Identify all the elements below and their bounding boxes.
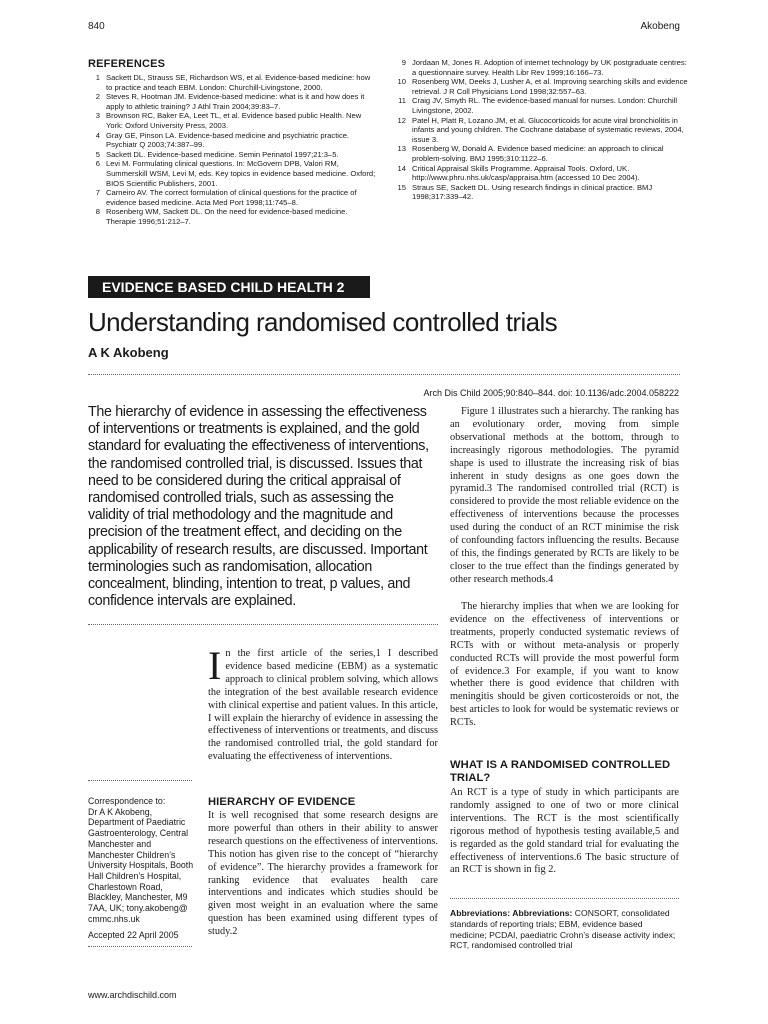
reference-item xyxy=(86,150,376,160)
references-left-column xyxy=(86,73,376,227)
reference-number: 7 xyxy=(95,188,100,198)
reference-text: Critical Appraisal Skills Programme. Appraisal Tools. Oxford, UK. http://www.phru.nhs.uk/casp/appraisa.htm (accessed 10 Dec 2004). xyxy=(412,163,640,183)
reference-number: 4 xyxy=(95,130,100,140)
reference-item xyxy=(86,159,376,188)
correspondence-label: Correspondence to: xyxy=(88,796,166,806)
reference-item xyxy=(392,144,692,163)
references-heading: REFERENCES xyxy=(88,58,166,70)
abbreviations-text: CONSORT, consolidated standards of reporting trials; EBM, evidence based medicine; PCDAI, paediatric Crohn’s disease activity index; RCT, randomised controlled trial xyxy=(450,908,676,951)
section-heading-rct: WHAT IS A RANDOMISED CONTROLLED TRIAL? xyxy=(450,759,671,784)
citation-line: Arch Dis Child 2005;90:840–844. doi: 10.1136/adc.2004.058222 xyxy=(423,388,679,398)
reference-number: 3 xyxy=(95,111,100,121)
reference-text: Sackett DL. Evidence-based medicine. Semin Perinatol 1997;21:3–5. xyxy=(106,149,339,159)
reference-number: 15 xyxy=(397,182,406,192)
reference-number: 5 xyxy=(95,149,100,159)
reference-text: Steves R, Hootman JM. Evidence-based medicine: what is it and how does it apply to athletic training? J Athl Train 2004;39:83–7. xyxy=(106,92,365,111)
rct-paragraph: An RCT is a type of study in which participants are randomly assigned to one of two or more clinical interventions. The RCT is the most scientifically rigorous method of hypothesis testing available,5 and is regarded as the gold standard trial for evaluating the effectiveness of interventions.6 The basic structure of an RCT is shown in fig 2. xyxy=(450,787,679,876)
reference-number: 14 xyxy=(397,163,406,173)
reference-item xyxy=(392,164,692,183)
reference-item xyxy=(392,58,692,77)
reference-number: 13 xyxy=(397,144,406,154)
reference-number: 2 xyxy=(95,92,100,102)
reference-item xyxy=(392,77,692,96)
sidebar-bottom-divider xyxy=(88,946,192,947)
reference-number: 8 xyxy=(95,207,100,217)
abbrev-divider xyxy=(450,898,679,899)
reference-text: Jordaan M, Jones R. Adoption of internet technology by UK postgraduate centres: a questionnaire survey. Health Libr Rev 1999;16:166–73. xyxy=(412,58,687,77)
reference-text: Rosenberg WM, Sackett DL. On the need for evidence-based medicine. Therapie 1996;51:212–7. xyxy=(106,207,348,226)
reference-number: 6 xyxy=(95,159,100,169)
reference-text: Rosenberg W, Donald A. Evidence based medicine: an approach to clinical problem-solving. BMJ 1995;310:1122–6. xyxy=(412,144,664,163)
reference-item xyxy=(86,73,376,92)
hierarchy-paragraph: It is well recognised that some research designs are more powerful than others in their ability to answer research questions on the effectiveness of interventions. This notion has given rise to the concept of “hierarchy of evidence”. The hierarchy provides a framework for ranking evidence that evaluates health care interventions and indicates which studies should be given most weight in an evaluation where the same question has been examined using different types of study.2 xyxy=(208,810,438,938)
reference-item xyxy=(86,207,376,226)
reference-item xyxy=(86,111,376,130)
series-banner: EVIDENCE BASED CHILD HEALTH 2 xyxy=(88,276,370,298)
correspondence-block xyxy=(88,796,198,924)
running-head: Akobeng xyxy=(640,21,680,32)
sidebar-divider xyxy=(88,780,192,781)
reference-text: Craig JV, Smyth RL. The evidence-based manual for nurses. London: Churchill Livingstone, 2002. xyxy=(412,96,678,115)
reference-item xyxy=(392,116,692,145)
intro-paragraph xyxy=(208,643,438,764)
reference-number: 10 xyxy=(397,77,406,87)
reference-item xyxy=(392,96,692,115)
reference-number: 11 xyxy=(398,96,406,106)
reference-item xyxy=(86,92,376,111)
reference-item xyxy=(86,131,376,150)
article-title: Understanding randomised controlled trials xyxy=(88,307,558,337)
reference-text: Straus SE, Sackett DL. Using research findings in clinical practice. BMJ 1998;317:339–42. xyxy=(412,182,653,202)
abstract-divider xyxy=(88,624,438,625)
reference-number: 1 xyxy=(95,73,100,82)
reference-item xyxy=(392,183,692,202)
intro-text: n the first article of the series,1 I described evidence based medicine (EBM) as a systematic approach to clinical problem solving, which allows the integration of the best available research evidence with clinical expertise and patient values. In this article, I will explain the hierarchy of evidence in assessing the effectiveness of interventions or treatments, and discuss the randomised controlled trial, the gold standard for evaluating the effectiveness of interventions. xyxy=(208,648,438,763)
reference-text: Patel H, Platt R, Lozano JM, et al. Glucocorticoids for acute viral bronchiolitis in infants and young children. The Cochrane database of systematic reviews, 2004, issue 3. xyxy=(412,115,684,144)
page-number: 840 xyxy=(88,21,105,32)
reference-text: Gray GE, Pinson LA. Evidence-based medicine and psychiatric practice. Psychiatr Q 2003;74:387–99. xyxy=(106,130,350,150)
correspondence-text: Dr A K Akobeng, Department of Paediatric Gastroenterology, Central Manchester and Manchester Children’s University Hospitals, Booth Hall Children’s Hospital, Charlestown Road, Blackley, Manchester, M9 7AA, UK; tony.akobeng@ cmmc.nhs.uk xyxy=(88,806,194,924)
reference-text: Levi M. Formulating clinical questions. In: McGovern DPB, Valori RM, Summerskill WSM, Levi M, eds. Key topics in evidence based medicine. Oxford; BIOS Scientific Publishers, 2001. xyxy=(106,159,376,188)
dotted-rule xyxy=(88,374,680,375)
reference-number: 12 xyxy=(397,115,406,125)
footer-url: www.archdischild.com xyxy=(88,990,177,1000)
accepted-date: Accepted 22 April 2005 xyxy=(88,930,179,940)
abstract: The hierarchy of evidence in assessing the effectiveness of interventions or treatments is explained, and the gold standard for evaluating the effectiveness of interventions, the randomised controlled trial, is discussed. Issues that need to be considered during the critical appraisal of randomised controlled trials, such as assessing the validity of trial methodology and the magnitude and precision of the treatment effect, and deciding on the applicability of research results, are discussed. Important terminologies such as randomisation, allocation concealment, blinding, intention to treat, p values, and confidence intervals are explained. xyxy=(88,404,429,610)
article-author: A K Akobeng xyxy=(88,345,169,360)
reference-item xyxy=(86,188,376,207)
reference-text: Rosenberg WM, Deeks J, Lusher A, et al. Improving searching skills and evidence retrieval. J R Coll Physicians Lond 1998;32:557–63. xyxy=(412,77,688,96)
drop-cap: I xyxy=(208,643,222,688)
hierarchy-implication-paragraph: The hierarchy implies that when we are looking for evidence on the effectiveness of interventions or treatments, properly conducted systematic reviews of RCTs with or without meta-analysis or properly conducted RCTs will provide the most powerful form of evidence.3 For example, if you want to know whether there is good evidence that children with meningitis should be given corticosteroids or not, the best articles to look for would be systematic reviews or RCTs. xyxy=(450,601,679,729)
reference-text: Brownson RC, Baker EA, Leet TL, et al. Evidence based public Health. New York: Oxford University Press, 2003. xyxy=(106,111,362,130)
references-right-column xyxy=(392,58,692,202)
reference-number: 9 xyxy=(401,58,406,67)
abbreviations-label: Abbreviations: Abbreviations: xyxy=(450,908,573,918)
reference-text: Sackett DL, Strauss SE, Richardson WS, et al. Evidence-based medicine: how to practice and teach EBM. London: Churchill-Livingstone, 2000. xyxy=(106,73,371,92)
section-heading-hierarchy: HIERARCHY OF EVIDENCE xyxy=(208,796,356,808)
reference-text: Carneiro AV. The correct formulation of clinical questions for the practice of evidence based medicine. Acta Med Port 1998;11:745–8. xyxy=(106,188,357,207)
abbreviations-box xyxy=(450,908,679,951)
figure-paragraph: Figure 1 illustrates such a hierarchy. The ranking has an evolutionary order, moving from simple observational methods at the bottom, through to increasingly rigorous methodologies. The pyramid shape is used to illustrate the increasing risk of bias inherent in study designs as one goes down the pyramid.3 The randomised controlled trial (RCT) is considered to provide the most reliable evidence on the effectiveness of interventions because the processes used during the conduct of an RCT minimise the risk of confounding factors influencing the results. Because of this, the findings generated by RCTs are likely to be closer to the true effect than the findings generated by other research methods.4 xyxy=(450,406,679,585)
